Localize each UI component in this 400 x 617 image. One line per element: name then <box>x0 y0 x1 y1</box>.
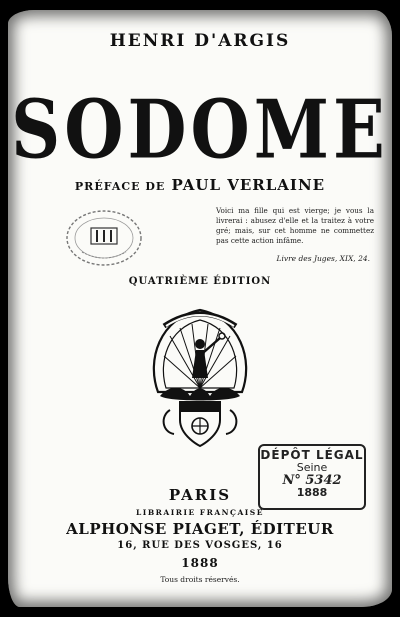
epigraph-text: Voici ma fille qui est vierge; je vous la livrerai : abusez d'elle et la traitez à votre gré; mais, sur cet homme ne commettez pas cette action infâme. <box>216 206 374 245</box>
legal-deposit-title: DÉPÔT LÉGAL <box>260 448 364 462</box>
book-title: SODOME <box>11 82 389 178</box>
legal-deposit-region: Seine <box>296 461 328 474</box>
author-name: HENRI D'ARGIS <box>109 31 291 51</box>
epigraph-source: Livre des Juges, XIX, 24. <box>276 254 370 263</box>
legal-deposit-year: 1888 <box>296 486 328 499</box>
preface-word: PRÉFACE DE <box>74 180 166 193</box>
publisher-address: 16, RUE DES VOSGES, 16 <box>117 540 283 551</box>
library-stamp <box>64 208 144 268</box>
publisher-name: ALPHONSE PIAGET, ÉDITEUR <box>66 520 334 538</box>
library-name: LIBRAIRIE FRANÇAISE <box>136 508 264 517</box>
publisher-vignette-icon <box>140 300 260 456</box>
preface-author: PAUL VERLAINE <box>171 176 326 194</box>
publication-year: 1888 <box>181 556 219 570</box>
rights-notice: Tous droits réservés. <box>160 575 240 584</box>
library-stamp-icon <box>64 208 144 268</box>
edition-label: QUATRIÈME ÉDITION <box>128 276 272 287</box>
preface-line <box>0 176 400 194</box>
publication-place: PARIS <box>168 486 232 504</box>
legal-deposit-number: N° 5342 <box>282 473 342 488</box>
